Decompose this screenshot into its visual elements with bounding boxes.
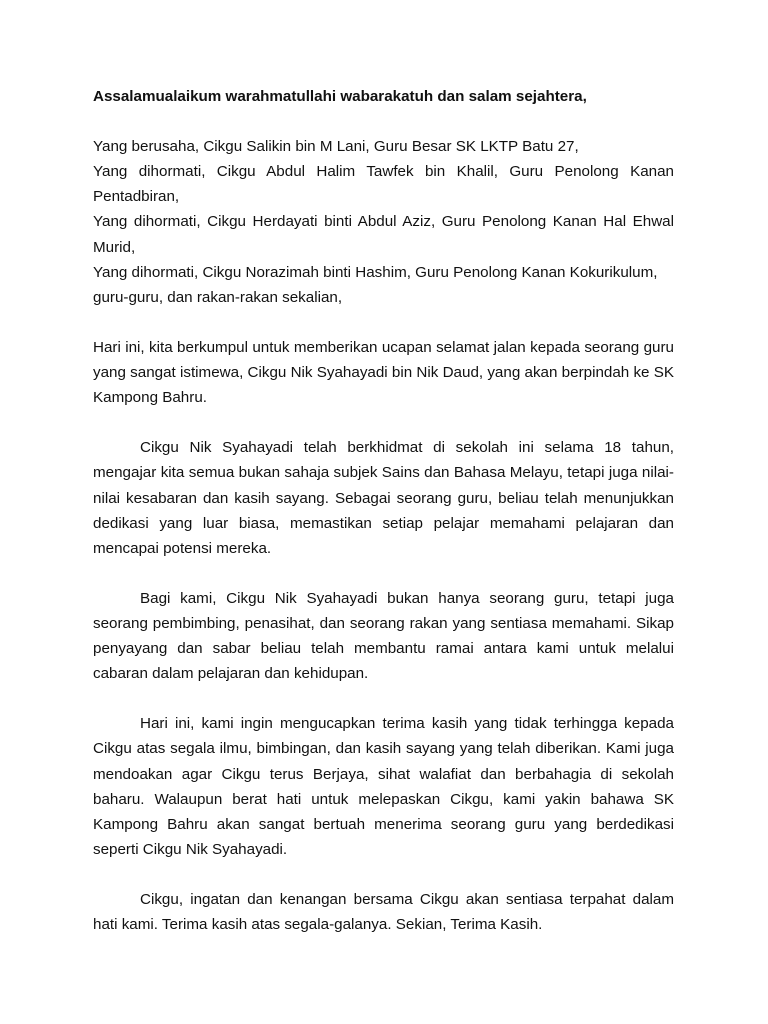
addressee-line: Yang dihormati, Cikgu Abdul Halim Tawfek bin Khalil, Guru Penolong Kanan bbox=[93, 163, 674, 181]
blank-line bbox=[93, 310, 674, 335]
addressee-line: Yang berusaha, Cikgu Salikin bin M Lani, Guru Besar SK LKTP Batu 27, bbox=[93, 138, 579, 156]
closing-paragraph: Cikgu, ingatan dan kenangan bersama Cikgu akan sentiasa terpahat dalam hati kami. Terima kasih atas segala-galanya. Sekian, Terima Kasih. bbox=[93, 891, 674, 934]
body-paragraph-service: Cikgu Nik Syahayadi telah berkhidmat di sekolah ini selama 18 tahun, mengajar kita semua bukan sahaja subjek Sains dan Bahasa Melayu, tetapi juga nilai-nilai kesabaran dan kasih sayang. Sebagai seorang guru, beliau telah menunjukkan dedikasi yang luar biasa, memastikan setiap pelajar memahami pelajaran dan mencapai potensi mereka. bbox=[93, 439, 674, 557]
body-paragraph-mentor: Bagi kami, Cikgu Nik Syahayadi bukan hanya seorang guru, tetapi juga seorang pembimbing, penasihat, dan seorang rakan yang sentiasa memahami. Sikap penyayang dan sabar beliau telah membantu ramai antara kami untuk melalui cabaran dalam pelajaran dan kehidupan. bbox=[93, 589, 674, 683]
blank-line bbox=[93, 109, 674, 134]
greeting-heading: Assalamualaikum warahmatullahi wabarakatuh dan salam sejahtera, bbox=[93, 88, 587, 105]
blank-line bbox=[93, 410, 674, 435]
addressee-line: guru-guru, dan rakan-rakan sekalian, bbox=[93, 288, 343, 306]
addressee-list bbox=[93, 134, 674, 310]
addressee-line: Yang dihormati, Cikgu Norazimah binti Hashim, Guru Penolong Kanan Kokurikulum, bbox=[93, 263, 658, 281]
intro-paragraph: Hari ini, kita berkumpul untuk memberikan ucapan selamat jalan kepada seorang guru yang sangat istimewa, Cikgu Nik Syahayadi bin Nik Daud, yang akan berpindah ke SK Kampong Bahru. bbox=[93, 338, 674, 407]
addressee-line-continued: Pentadbiran, bbox=[93, 188, 180, 206]
blank-line bbox=[93, 561, 674, 586]
addressee-line: Yang dihormati, Cikgu Herdayati binti Abdul Aziz, Guru Penolong Kanan Hal Ehwal bbox=[93, 213, 674, 231]
blank-line bbox=[93, 686, 674, 711]
addressee-line-continued: Murid, bbox=[93, 238, 136, 256]
blank-line bbox=[93, 862, 674, 887]
document-page bbox=[93, 84, 674, 937]
body-paragraph-thanks: Hari ini, kami ingin mengucapkan terima kasih yang tidak terhingga kepada Cikgu atas segala ilmu, bimbingan, dan kasih sayang yang telah diberikan. Kami juga mendoakan agar Cikgu terus Berjaya, sihat walafiat dan berbahagia di sekolah baharu. Walaupun berat hati untuk melepaskan Cikgu, kami yakin bahawa SK Kampong Bahru akan sangat bertuah menerima seorang guru yang berdedikasi seperti Cikgu Nik Syahayadi. bbox=[93, 715, 674, 858]
